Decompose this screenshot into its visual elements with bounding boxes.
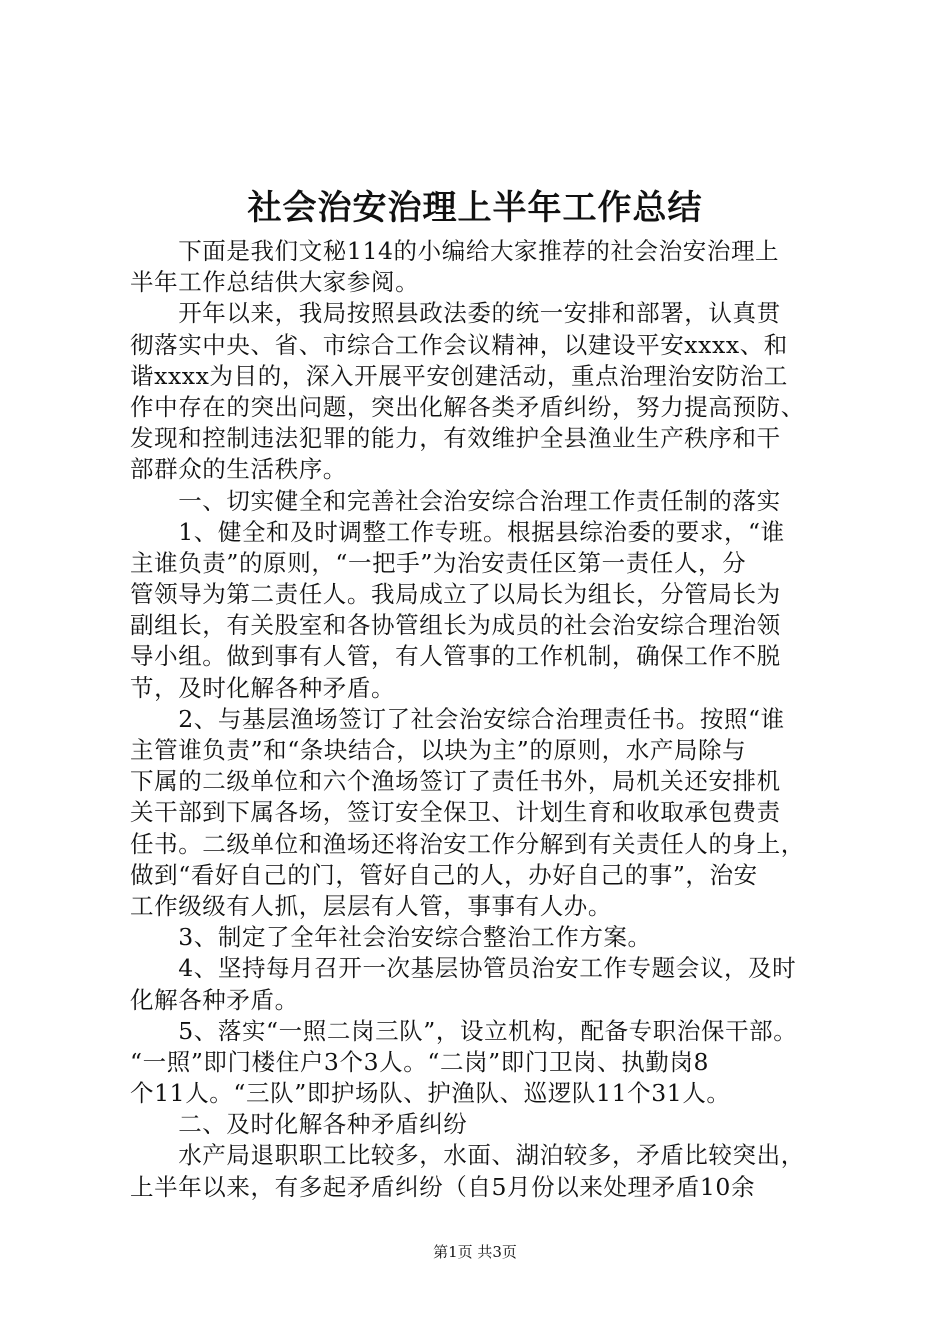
text-line: 个11人。“三队”即护场队、护渔队、巡逻队11个31人。 xyxy=(130,1079,731,1108)
text-line: 作中存在的突出问题，突出化解各类矛盾纠纷，努力提高预防、 xyxy=(130,392,805,421)
text-line: 关干部到下属各场，签订安全保卫、计划生育和收取承包费责 xyxy=(130,798,781,827)
text-line: 管领导为第二责任人。我局成立了以局长为组长，分管局长为 xyxy=(130,580,781,609)
text-line: 导小组。做到事有人管，有人管事的工作机制，确保工作不脱 xyxy=(130,642,781,671)
text-line: 1、健全和及时调整工作专班。根据县综治委的要求，“谁 xyxy=(130,517,785,546)
text-line: 上半年以来，有多起矛盾纠纷（自5月份以来处理矛盾10余 xyxy=(130,1172,756,1201)
text-line: 下面是我们文秘114的小编给大家推荐的社会治安治理上 xyxy=(130,237,780,265)
text-line: “一照”即门楼住户3个3人。“二岗”即门卫岗、执勤岗8 xyxy=(130,1047,710,1076)
text-line: 部群众的生活秩序。 xyxy=(130,455,347,484)
text-line: 主管谁负责”和“条块结合，以块为主”的原则，水产局除与 xyxy=(130,736,747,764)
document-title: 社会治安治理上半年工作总结 xyxy=(247,188,703,228)
text-line: 任书。二级单位和渔场还将治安工作分解到有关责任人的身上， xyxy=(130,829,805,858)
text-line: 化解各种矛盾。 xyxy=(130,985,299,1014)
text-line: 彻落实中央、省、市综合工作会议精神，以建设平安xxxx、和 xyxy=(130,330,788,359)
text-line: 4、坚持每月召开一次基层协管员治安工作专题会议，及时 xyxy=(130,954,797,983)
text-line: 水产局退职职工比较多，水面、湖泊较多，矛盾比较突出， xyxy=(130,1141,805,1170)
text-line: 副组长，有关股室和各协管组长为成员的社会治安综合理治领 xyxy=(130,611,781,640)
text-line: 主谁负责”的原则，“一把手”为治安责任区第一责任人，分 xyxy=(130,548,747,577)
text-line: 5、落实“一照二岗三队”，设立机构，配备专职治保干部。 xyxy=(130,1016,798,1045)
text-line: 发现和控制违法犯罪的能力，有效维护全县渔业生产秩序和干 xyxy=(130,424,781,453)
text-line: 工作级级有人抓，层层有人管，事事有人办。 xyxy=(130,891,612,920)
text-line: 谐xxxx为目的，深入开展平安创建活动，重点治理治安防治工 xyxy=(130,361,788,390)
text-line: 做到“看好自己的门，管好自己的人，办好自己的事”，治安 xyxy=(130,860,758,889)
text-line: 开年以来，我局按照县政法委的统一安排和部署，认真贯 xyxy=(130,299,781,328)
section-heading: 一、切实健全和完善社会治安综合治理工作责任制的落实 xyxy=(130,486,781,515)
text-line: 2、与基层渔场签订了社会治安综合治理责任书。按照“谁 xyxy=(130,704,785,733)
text-line: 半年工作总结供大家参阅。 xyxy=(130,268,420,297)
section-heading: 二、及时化解各种矛盾纠纷 xyxy=(130,1110,468,1139)
text-line: 节，及时化解各种矛盾。 xyxy=(130,673,396,702)
text-line: 3、制定了全年社会治安综合整治工作方案。 xyxy=(130,923,652,952)
text-line: 下属的二级单位和六个渔场签订了责任书外，局机关还安排机 xyxy=(130,767,781,796)
page-footer: 第1页 共3页 xyxy=(433,1243,517,1261)
document-body xyxy=(130,236,830,1203)
